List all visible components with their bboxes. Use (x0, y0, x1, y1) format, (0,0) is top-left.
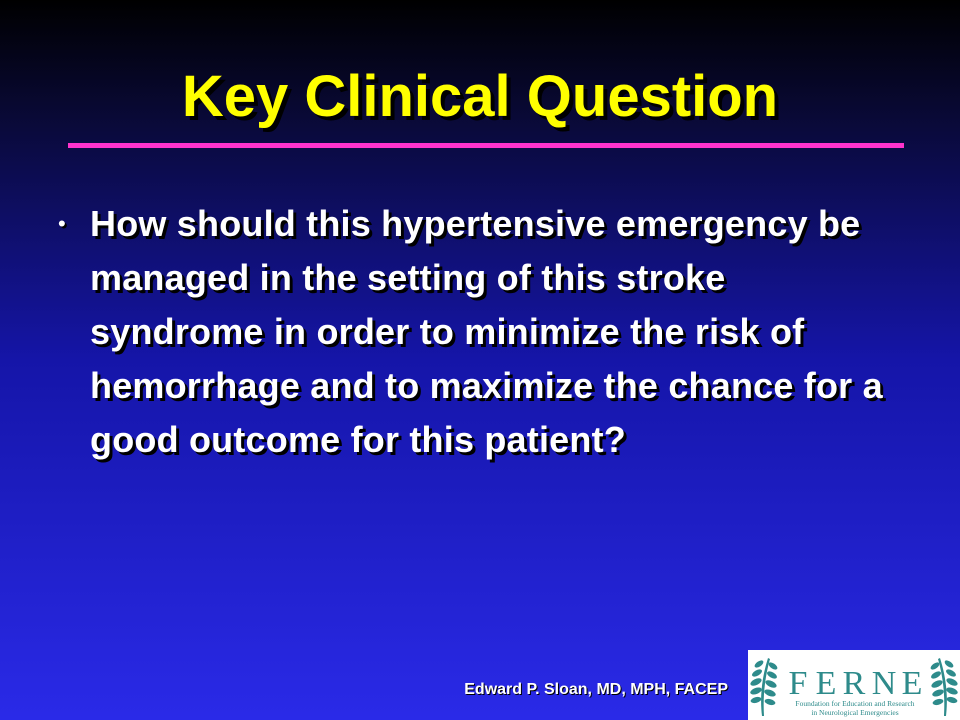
fern-right-icon (929, 658, 958, 716)
logo-letter-e: E (815, 665, 837, 702)
bullet-text: How should this hypertensive emergency be managed in the setting of this stroke syndrome in order to minimize the risk of hemorrhage and to maximize the chance for a good outcome for this patient? (90, 203, 883, 460)
bullet-item (56, 197, 906, 467)
logo-letter-e2: E (901, 665, 923, 702)
title-underline-rule (68, 143, 904, 148)
logo-letter-r: R (842, 665, 866, 702)
bullet-dot-icon: • (58, 211, 66, 236)
fern-left-icon (749, 658, 778, 716)
logo-letter-f: F (788, 665, 808, 702)
logo-tagline-line1: Foundation for Education and Research (795, 699, 915, 708)
ferne-logo (748, 650, 960, 720)
footer-author: Edward P. Sloan, MD, MPH, FACEP (464, 681, 728, 698)
logo-tagline-line2: in Neurological Emergencies (811, 708, 899, 717)
logo-letter-n: N (871, 665, 897, 702)
bullet-list (56, 197, 906, 467)
slide-title: Key Clinical Question (181, 64, 779, 129)
ferne-logo-graphic (748, 650, 960, 720)
